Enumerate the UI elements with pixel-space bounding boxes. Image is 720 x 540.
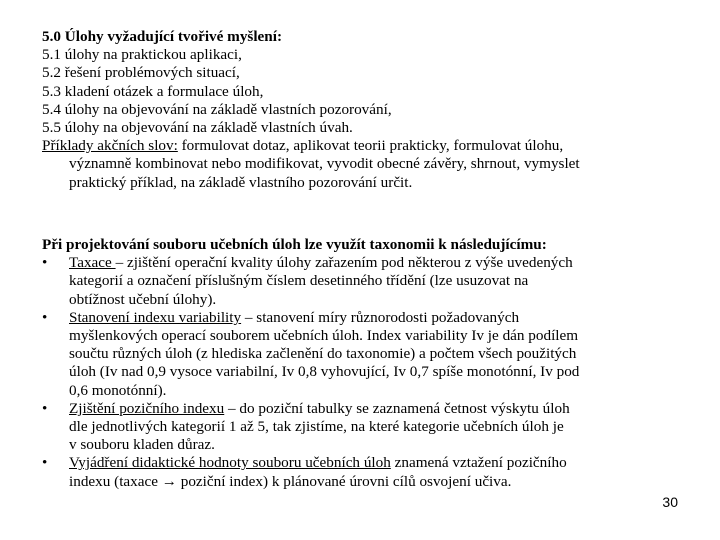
section-heading: Při projektování souboru učebních úloh lze využít taxonomii k následujícímu: [42,236,547,253]
bullet-term: Taxace [69,254,116,272]
examples-text: formulovat dotaz, aplikovat teorii prakticky, formulovat úlohu, [177,137,564,155]
bullet-text: obtížnost učební úlohy). [69,290,217,308]
list-item: 5.1 úlohy na praktickou aplikaci, [42,46,242,64]
bullet-text: kategorií a označení příslušným číslem desetinného třídění (lze usuzovat na [69,272,529,290]
bullet-text: znamená vztažení pozičního [390,454,567,472]
examples-text: praktický příklad, na základě vlastního pozorování určit. [69,173,413,191]
bullet-term: Stanovení indexu variability [69,308,242,326]
list-item: 5.4 úlohy na objevování na základě vlastních pozorování, [42,100,392,118]
bullet-text: – do poziční tabulky se zaznamená četnost výskytu úloh [224,399,570,417]
bullet-positional-index [42,400,682,455]
examples-paragraph [42,137,682,192]
bullet-text: součtu různých úloh (z hlediska začlenění do taxonomie) a počtem všech použitých [69,345,577,363]
section-taxonomy-use [42,236,682,491]
bullet-term: Vyjádření didaktické hodnoty souboru učebních úloh [69,454,391,472]
section-thinking-tasks [42,28,682,192]
bullet-symbol: • [42,254,48,272]
list-item: 5.2 řešení problémových situací, [42,64,240,82]
bullet-term: Zjištění pozičního indexu [69,399,225,417]
bullet-text: úloh (Iv nad 0,9 vysoce variabilní, Iv 0,8 vyhovující, Iv 0,7 spíše monotónní, Iv pod [69,363,580,381]
bullet-symbol: • [42,399,48,417]
bullet-symbol: • [42,454,48,472]
bullet-symbol: • [42,308,48,326]
bullet-text: indexu (taxace → poziční index) k plánované úrovni cílů osvojení učiva. [69,472,512,490]
bullet-text: – zjištění operační kvality úlohy zařazením pod některou z výše uvedených [115,254,573,272]
examples-text: významně kombinovat nebo modifikovat, vyvodit obecné závěry, shrnout, vymyslet [69,155,580,173]
section-heading: 5.0 Úlohy vyžadující tvořivé myšlení: [42,28,283,45]
list-item: 5.3 kladení otázek a formulace úloh, [42,82,264,100]
bullet-text: myšlenkových operací souborem učebních úloh. Index variability Iv je dán podílem [69,327,579,345]
examples-label: Příklady akčních slov: [42,137,178,155]
list-item: 5.5 úlohy na objevování na základě vlastních úvah. [42,119,353,137]
bullet-text: – stanovení míry různorodosti požadovaných [241,308,520,326]
bullet-text: dle jednotlivých kategorií 1 až 5, tak zjistíme, na které kategorie učebních úloh je [69,418,564,436]
bullet-text: v souboru kladen důraz. [69,436,215,454]
bullet-text: 0,6 monotónní). [69,381,167,399]
page-number: 30 [662,494,678,510]
bullet-variability-index [42,309,682,400]
bullet-didactic-value [42,454,682,490]
bullet-taxace [42,254,682,309]
